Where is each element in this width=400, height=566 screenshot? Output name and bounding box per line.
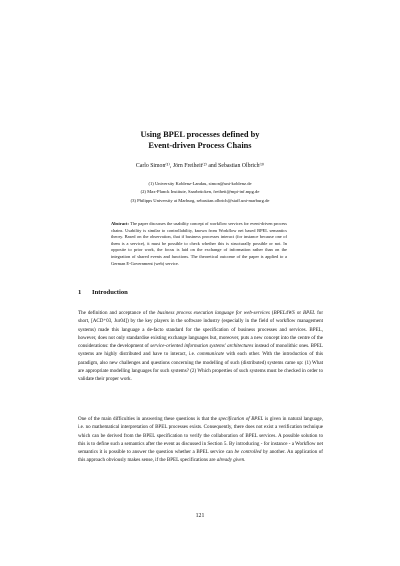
abstract-label: Abstract:: [111, 221, 129, 226]
section-title: Introduction: [92, 289, 128, 296]
abstract-text: The paper discusses the usability concept of workflow services for event-driven process chains. Usability is similar to controllability, known from Workflow net based BPEL semantics theory. Based on the observation, that if business processes interact (for instance because one of them is a service), it must be possible to check whether this is structurally possible or not. In opposite to prior work, the focus is laid on the exchange of information rather than on the integration of shared events and functions. The theoretical outcome of the paper is applied to a German E-Government (web) service.: [111, 221, 287, 266]
p1-emph-2: BPEL4WS: [273, 310, 295, 316]
p2-text-4: .: [244, 457, 246, 464]
abstract: [111, 221, 287, 267]
p1-emph-3: BPEL: [303, 310, 316, 316]
author-list: Carlo Simon⁽¹⁾, Jörn Freiheit⁽²⁾ and Sebastian Olbrich⁽³⁾: [135, 163, 265, 169]
section-number: 1: [78, 289, 82, 296]
p1-text-2: (: [269, 310, 274, 316]
p1-text-3: or: [294, 310, 304, 316]
paper-title: [60, 129, 340, 151]
p1-emph-5: communicate: [197, 351, 225, 358]
affiliation-1: (1) University Koblenz-Landau, simon@uni-koblenz.de: [148, 181, 252, 186]
affiliation-list: [60, 180, 340, 205]
p1-emph-1: business process execution language for web-services: [157, 310, 270, 316]
p2-text-2: is given in natural language, i.e. no mathematical interpretation of BPEL processes exists. Consequently, there does not exist a verification technique which can be derived from the BPEL specification to verify the collaboration of BPEL services. A possible solution to this is to define such a semantics after the event as discussed in Section 5. By introducing - for instance - a Workflow net semantics it is possible to answer the question whether a BPEL service can: [78, 416, 323, 456]
title-line-1: Using BPEL processes defined by: [140, 130, 260, 139]
p1-text-6: with each other. With the introduction of this paradigm, also new challenges and questions concerning the modelling of such (distributed) systems came up: (1) What are appropriate modelling languages for such systems? (2) Which properties of such systems must be checked in order to validate their proper work.: [78, 351, 323, 383]
p2-emph-3: already given: [216, 457, 245, 464]
section-heading: [78, 289, 128, 296]
p2-emph-1: specification of BPEL: [218, 416, 264, 422]
p2-text-3: by another. An application of this approach obviously makes sense, if the BPEL specifications are: [78, 449, 323, 464]
affiliation-3: (3) Philipps University at Marburg, sebastian.olbrich@staff.uni-marburg.de: [130, 197, 270, 203]
page-number: 121: [195, 513, 205, 519]
p1-text-4: for short, [ACD⁺03, Jur04]) by the key players in the software industry (especially in the field of workflow management systems) made this language a de-facto standard for the specification of business processes and services. BPEL, however, does not only standardise existing exchange languages but, moreover, puts a new concept into the centre of the considerations: the development of: [78, 310, 324, 350]
p1-text-5: instead of monolithic ones. BPEL systems are highly distributed and have to interact, i.e.: [78, 343, 323, 358]
p1-text-1: The definition and acceptance of the: [78, 310, 158, 316]
title-line-2: Event-driven Process Chains: [148, 141, 252, 150]
affiliation-2: (2) Max-Planck Institute, Saarbrücken, freiheit@mpi-inf.mpg.de: [140, 189, 260, 195]
intro-paragraph-1: [78, 309, 323, 384]
p2-emph-2: be controlled: [234, 449, 262, 456]
p1-emph-4: service-oriented information systems' architectures: [150, 343, 254, 350]
p2-text-1: One of the main difficulties in answering these questions is that the: [78, 416, 219, 422]
intro-paragraph-2: [78, 415, 323, 465]
